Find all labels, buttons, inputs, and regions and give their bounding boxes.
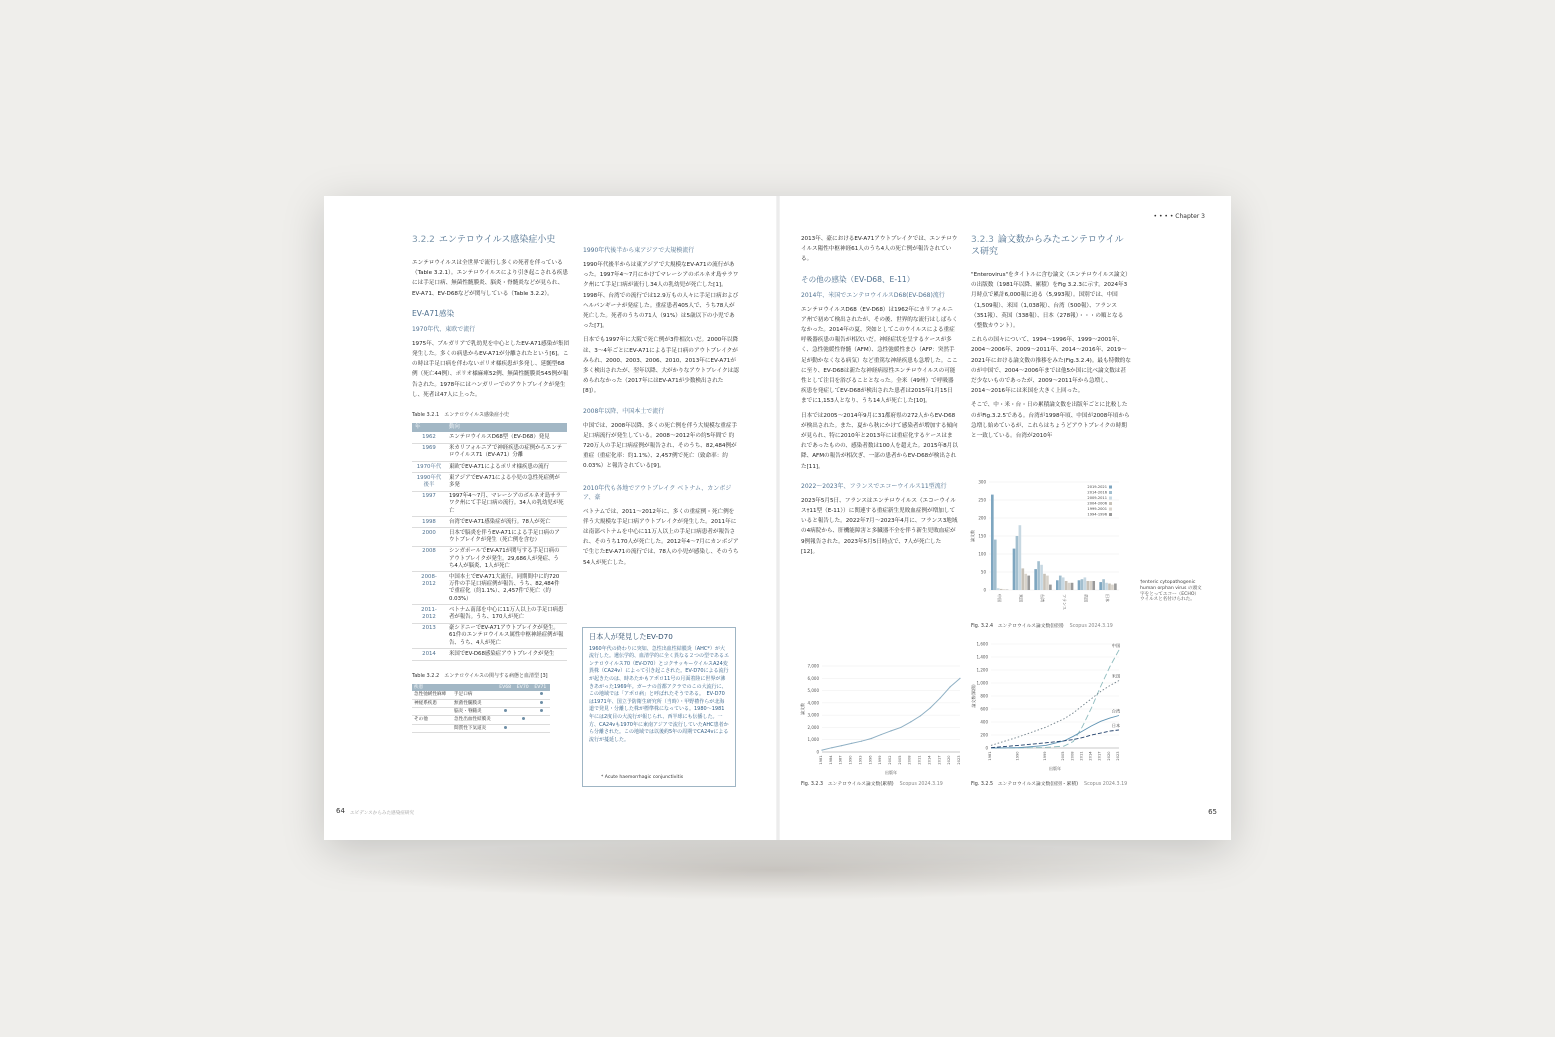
book-shadow — [330, 840, 1220, 900]
fig-country-cumulative-chart — [969, 638, 1131, 776]
table-row — [412, 491, 567, 517]
bar — [1024, 574, 1027, 590]
table-cell-year: 2014 — [412, 649, 446, 660]
y-tick-label: 400 — [980, 719, 988, 725]
para-echo11: 2023年5月5日、フランスはエンテロウイルス（エコーウイルス†11型（E-11））に関連する重症新生児敗血症例が増加していると報告した。2022年7月〜2023年4月に、フランス3地域の4病院から、肝機能障害と多臓器不全を伴う新生児敗血症が9例報告された。2023年5月5日時点で、7人が死亡した[12]。 — [801, 497, 958, 555]
category-label: 英国 — [1083, 594, 1089, 602]
para-papers-2: これらの国々について、1994〜1996年、1999〜2001年、2004〜2006年、2009〜2011年、2014〜2016年、2019〜2021年における論文数の推移をみた(Fig.3.2.4)。最も特徴的なのが中国で、2004〜2006年までは他5か国に比べ論文数は甚だ少ないものであったが、2009〜2011年から急増し、2014〜2016年には米国を大きく上回った。 — [971, 337, 1131, 395]
serotype-table-body — [412, 691, 550, 733]
series-label: 中国 — [1111, 642, 1121, 648]
y-tick-label: 1,600 — [976, 641, 988, 647]
fig4-caption — [971, 622, 1113, 629]
x-tick-label: 2014 — [1088, 751, 1093, 761]
category-label: 日本 — [1105, 594, 1111, 602]
bar — [1013, 549, 1016, 590]
table2-head-disease: 疾患 — [412, 684, 452, 691]
table-cell-event: 東欧でEV-A71によるポリオ様疾患の流行 — [446, 462, 567, 473]
fig3-caption-text: Fig. 3.2.3 エンテロウイルス論文数(累積) — [801, 782, 894, 787]
table-cell-group: 急性弛緩性麻痺 — [412, 691, 452, 699]
table2-caption: Table 3.2.2 エンテロウイルスの関与する病態と血清型 [3] — [412, 672, 548, 679]
section-title-323-text: 論文数からみたエンテロウイルス研究 — [971, 235, 1124, 257]
table-row — [412, 605, 567, 623]
right-column — [971, 234, 1131, 464]
table-cell-year: 1962 — [412, 432, 446, 443]
legend-label: 2019-2021 — [1087, 485, 1107, 490]
bar — [1003, 589, 1006, 590]
table1-head-trend: 動向 — [446, 423, 567, 432]
table-cell-ev70 — [515, 707, 533, 715]
y-axis-label: 論文数 — [970, 530, 975, 542]
x-tick-label: 1999 — [1042, 751, 1047, 761]
data-point — [959, 678, 960, 679]
y-tick-label: 0 — [983, 587, 986, 593]
x-tick-label: 1993 — [858, 755, 863, 765]
x-tick-label: 2023 — [1116, 751, 1120, 761]
bar — [991, 495, 994, 590]
table-cell-ev71 — [532, 724, 550, 732]
bar — [1019, 525, 1022, 590]
y-tick-label: 100 — [978, 551, 986, 557]
table-row — [412, 623, 567, 649]
table-row — [412, 649, 567, 660]
bar — [1046, 576, 1049, 590]
para-china: 中国では、2008年以降、多くの死亡例を伴う大規模な重症手足口病流行が発生している。2008〜2012年の約5年間で 約720万人の手足口病症例が報告され、そのうち、82,484例が重症（重症化率：約1.1%）、2,457例で死亡（致命率：約0.03%）と報告されている[9]。 — [583, 422, 738, 470]
x-axis-label: 出版年 — [885, 770, 897, 775]
intro-paragraph: エンテロウイルスは全世界で流行し多くの死者を伴っている（Table 3.2.1）。エンテロウイルスにより引き起こされる疾患には手足口病、無菌性髄膜炎、脳炎・脊髄炎などが見られ、EV-A71、EV-D68などが関与している（Table 3.2.2）。 — [412, 260, 568, 297]
section-title-322 — [412, 234, 570, 246]
y-tick-label: 1,200 — [976, 667, 988, 673]
table-cell-year: 2008-2012 — [412, 572, 446, 605]
sub-china: 2008年以降、中国本土で流行 — [583, 407, 665, 415]
para-australia: 2013年、豪におけるEV-A71アウトブレイクでは、エンテロウイルス陽性中枢神経61人のうち4人の死亡例が報告されている。 — [801, 236, 958, 263]
bar — [1049, 585, 1052, 590]
book-spread — [324, 196, 1231, 840]
fig-cumulative-papers-chart — [798, 658, 968, 778]
legend-label: 2009-2011 — [1087, 496, 1107, 501]
legend-swatch — [1109, 491, 1112, 494]
legend-swatch — [1109, 508, 1112, 511]
bar — [1081, 579, 1084, 590]
series-line — [991, 730, 1119, 748]
para-ev-d68: エンテロウイルスD68（EV-D68）は1962年にカリフォルニア州で初めて検出されたが、その後、世界的な流行はしばらくなかった。2014年の夏、突如としてこのウイルスによる重症呼吸器疾患の報告が相次いだ。神経症状を呈するケースが多く、急性弛緩性脊髄（AFM）、急性弛緩性まひ（AFP：突然手足が動かなくなる病気）など重篤な神経疾患も急増した。ここに至り、EV-D68は新たな神経病原性エンテロウイルスの可能性として注目を浴びることとなった。全米（49州）で呼吸器疾患を発症してEV-D68が検出された患者は2015年1月15日までに1,153人となり、うち14人が死亡した[10]。 — [801, 306, 958, 405]
bar — [1102, 579, 1105, 590]
bar — [1105, 583, 1108, 590]
bar — [1056, 580, 1059, 590]
bar — [1037, 561, 1040, 590]
x-tick-label: 1981 — [988, 751, 992, 761]
table-cell-event: シンガポールでEV-A71が関与する手足口病のアウトブレイクが発生。29,686人が発症、うち4人が脳炎、1人が死亡 — [446, 546, 567, 572]
ev71-subtitle: 1970年代、東欧で流行 — [412, 325, 476, 333]
bar — [1043, 574, 1046, 590]
data-point — [930, 707, 931, 708]
y-tick-label: 600 — [980, 706, 988, 712]
table-cell-group: その他 — [412, 716, 452, 724]
bar — [994, 540, 997, 590]
table-cell-event: 豪シドニーでEV-A71アウトブレイクが発生。61件のエンテロウイルス属性中枢神経症例が報告、うち、4人が死亡 — [446, 623, 567, 649]
table-cell-ev70 — [515, 691, 533, 699]
table2-head-ev71: EV71 — [532, 684, 550, 691]
table1-caption: Table 3.2.1 エンテロウイルス感染症小史 — [412, 412, 509, 419]
data-point — [950, 686, 951, 687]
bar — [1108, 584, 1111, 590]
data-point — [831, 747, 832, 748]
bar — [1027, 576, 1030, 590]
box-title: 日本人が発見したEV-D70 — [589, 632, 673, 641]
x-tick-label: 1987 — [838, 755, 843, 765]
legend-label: 1999-2001 — [1087, 507, 1107, 512]
x-tick-label: 2011 — [917, 755, 922, 765]
table-cell-disease: 手足口病 — [452, 691, 497, 699]
table-cell-year: 2000 — [412, 528, 446, 546]
table2-head-ev68: EV68 — [497, 684, 515, 691]
table-row — [412, 707, 550, 715]
table-cell-ev70 — [515, 716, 533, 724]
history-table — [412, 423, 567, 660]
table-cell-year: 2013 — [412, 623, 446, 649]
table-row — [412, 546, 567, 572]
bar — [1071, 583, 1074, 590]
legend-swatch — [1109, 497, 1112, 500]
x-tick-label: 2020 — [947, 755, 952, 765]
para-japan-d68: 日本では2005〜2014年9月に31都府県の272人からEV-D68が検出された。また、夏から秋にかけて感染者が増加する傾向が見られ、特に2010年と2013年には重症化するケースはまれであったものの、感染者数は100人を超えた。2015年8月以降、AFMの報告が相次ぎ、一部の患者からEV-D68が検出された[11]。 — [801, 412, 958, 470]
bar — [1065, 581, 1068, 590]
para-1990s: 1990年代後半からは東アジアで大規模なEV-A71の流行があった。1997年4〜7月にかけてマレーシアのボルネオ島サラワク州にて手足口病が流行し34人の乳幼児が死亡した[1]。1998年、台湾での流行では12.9万もの人々に手足口病およびヘルパンギーナが発症した。重症患者405人で、うち78人が死亡した。死者のうちの71人（91%）は5歳以下の小児であった[7]。 — [583, 262, 739, 330]
bar — [1059, 576, 1062, 590]
series-label: 台湾 — [1111, 708, 1121, 714]
table-cell-year: 2011-2012 — [412, 605, 446, 623]
series-label: 日本 — [1111, 722, 1121, 728]
y-tick-label: 50 — [980, 569, 986, 575]
bar — [1111, 585, 1114, 590]
table-cell-year: 2008 — [412, 546, 446, 572]
table-row — [412, 691, 550, 699]
table-cell-ev71 — [532, 716, 550, 724]
table-cell-disease: 脳炎・脊髄炎 — [452, 707, 497, 715]
table-cell-ev68 — [497, 699, 515, 707]
y-tick-label: 200 — [978, 515, 986, 521]
bar — [1016, 536, 1019, 590]
table-cell-year: 1969 — [412, 443, 446, 461]
table-row — [412, 432, 567, 443]
bar — [1092, 581, 1095, 590]
table-row — [412, 443, 567, 461]
x-tick-label: 1990 — [1015, 751, 1020, 761]
running-footer: エビデンスからみた感染症研究 — [350, 811, 415, 816]
table-row — [412, 716, 550, 724]
category-label: 中国 — [996, 594, 1002, 602]
table-row — [412, 528, 567, 546]
mid-right-column — [801, 234, 958, 639]
table2-head-blank — [452, 684, 497, 691]
table-cell-disease: 急性出血性結膜炎 — [452, 716, 497, 724]
serotype-table — [412, 684, 550, 733]
y-tick-label: 1,000 — [976, 680, 988, 686]
category-label: 台湾 — [1040, 594, 1046, 602]
x-tick-label: 1996 — [868, 755, 873, 765]
y-tick-label: 4,000 — [807, 700, 819, 706]
chapter-header: • • • • Chapter 3 — [1153, 213, 1205, 220]
table-cell-ev68 — [497, 724, 515, 732]
book-gutter — [776, 196, 780, 840]
fig3-caption — [801, 780, 943, 787]
y-tick-label: 7,000 — [807, 663, 819, 669]
x-tick-label: 2017 — [937, 755, 942, 765]
y-tick-label: 3,000 — [807, 712, 819, 718]
table-row — [412, 473, 567, 491]
section-number-323: 3.2.3 — [971, 235, 994, 245]
data-point — [871, 738, 872, 739]
x-tick-label: 1981 — [819, 755, 823, 765]
table-cell-year: 1997 — [412, 491, 446, 517]
fig5-caption-text: Fig. 3.2.5 エンテロウイルス論文数(国別・累積) — [971, 782, 1079, 787]
left-column — [412, 234, 570, 794]
table-row — [412, 724, 550, 732]
table-cell-year: 1998 — [412, 517, 446, 528]
bar — [1034, 569, 1037, 590]
marker-dot — [504, 709, 507, 712]
table-cell-ev71 — [532, 707, 550, 715]
data-point — [821, 750, 822, 751]
y-tick-label: 5,000 — [807, 688, 819, 694]
table-cell-group: 神経系疾患 — [412, 699, 452, 707]
bar — [1087, 581, 1090, 590]
table-row — [412, 572, 567, 605]
y-axis-label: 論文数 — [800, 703, 805, 715]
bar — [1114, 584, 1117, 590]
y-tick-label: 300 — [978, 479, 986, 485]
y-tick-label: 150 — [978, 533, 986, 539]
x-tick-label: 2017 — [1097, 751, 1102, 761]
table-cell-group — [412, 724, 452, 732]
data-point — [841, 745, 842, 746]
table-cell-event: 米カリフォルニアで神経疾患の症例からエンテロウイルス71（EV-A71）分離 — [446, 443, 567, 461]
marker-dot — [540, 701, 543, 704]
table-cell-event: 日本で脳炎を伴うEV-A71による手足口病のアウトブレイクが発生（死亡例を含む） — [446, 528, 567, 546]
marker-dot — [540, 692, 543, 695]
table-cell-ev71 — [532, 691, 550, 699]
y-tick-label: 0 — [985, 745, 988, 751]
section-title-323 — [971, 234, 1131, 258]
table-row — [412, 517, 567, 528]
x-tick-label: 2008 — [1070, 751, 1075, 761]
category-label: 米国 — [1018, 594, 1024, 602]
series-line — [991, 681, 1119, 746]
other-infections-title: その他の感染（EV-D68、E-11） — [801, 274, 915, 284]
table-cell-event: 中国本土でEV-A71大流行。同期間中に約720万件の手足口病症例が報告、うち、82,484件で重症化（約1.1%）、2,457件で死亡（約0.03%） — [446, 572, 567, 605]
table-cell-group — [412, 707, 452, 715]
table-cell-ev70 — [515, 699, 533, 707]
section-number: 3.2.2 — [412, 235, 435, 245]
data-point — [851, 743, 852, 744]
table-cell-event: 台湾でEV-A71感染症が流行。78人が死亡 — [446, 517, 567, 528]
sub-echo11: 2022〜2023年、フランスでエコーウイルス11型流行 — [801, 482, 947, 490]
fig-country-papers-chart — [969, 476, 1131, 616]
bar — [1022, 568, 1025, 590]
para-papers-1: "Enterovirus"をタイトルに含む論文（エンテロウイルス論文）の出版数（1981年以降、累積）をFig 3.2.3に示す。2024年3月時点で累計6,000報に迫る（5,993報）。国別では、中国（1,509報）、米国（1,038報）、台湾（500報）、フランス（351報）、英国（338報）、日本（278報）・・・の順となる（整数カウント）。 — [971, 272, 1131, 330]
bar — [1040, 565, 1043, 590]
fig4-caption-text: Fig. 3.2.4 エンテロウイルス論文数(国別) — [971, 624, 1064, 629]
data-point — [890, 730, 891, 731]
table-cell-event: 東アジアでEV-A71による小児の急性死症例が多発 — [446, 473, 567, 491]
section-title-text: エンテロウイルス感染症小史 — [438, 235, 556, 245]
table-cell-event: 米国でEV-D68感染症アウトブレイクが発生 — [446, 649, 567, 660]
y-tick-label: 800 — [980, 693, 988, 699]
para-japan: 日本でも1997年に大阪で死亡例が3件相次いだ。2000年以降は、3〜4年ごとにEV-A71による手足口病のアウトブレイクがみられ、2000、2003、2006、2010、2013年にEV-A71が多く検出されたが、翌年以降、大がかりなアウトブレイクは認められなかった（2017年にはEV-A71が少数検出された[8]）。 — [583, 337, 739, 395]
x-tick-label: 2014 — [927, 755, 932, 765]
table-cell-event: ベトナム南部を中心に11万人以上の手足口病患者が報告。うち、170人が死亡 — [446, 605, 567, 623]
table-cell-ev71 — [532, 699, 550, 707]
table-cell-ev68 — [497, 716, 515, 724]
table-cell-ev68 — [497, 691, 515, 699]
data-point — [920, 715, 921, 716]
legend-label: 2014-2016 — [1087, 490, 1107, 495]
fig4-source: Scopus 2024.3.19 — [1069, 624, 1113, 629]
box-footnote: * Acute haemorrhagic conjunctivitis — [601, 775, 684, 781]
bar — [997, 588, 1000, 590]
y-tick-label: 1,400 — [976, 654, 988, 660]
series-line — [991, 716, 1119, 749]
fig5-source: Scopus 2024.3.19 — [1084, 782, 1128, 787]
y-tick-label: 250 — [978, 497, 986, 503]
bar — [1078, 580, 1081, 590]
data-point — [940, 697, 941, 698]
bar — [1099, 582, 1102, 590]
x-tick-label: 1984 — [828, 755, 833, 765]
sub-1990s: 1990年代後半から東アジアで大規模流行 — [583, 247, 695, 254]
ev71-title: EV-A71感染 — [412, 308, 455, 318]
bar — [1068, 583, 1071, 590]
table-cell-disease: 無菌性髄膜炎 — [452, 699, 497, 707]
x-tick-label: 1990 — [848, 755, 853, 765]
legend-label: 1994-1996 — [1087, 512, 1107, 517]
table-row — [412, 699, 550, 707]
mid-left-column — [583, 240, 739, 625]
para-2010s: ベトナムでは、2011〜2012年に、多くの重症例・死亡例を伴う大規模な手足口病アウトブレイクが発生した。2011年には南部ベトナムを中心に11万人以上の手足口病患者が報告され、そのうち170人が死亡した。2012年4〜7月にカンボジアで生じたEV-A71の流行では、78人の小児が感染し、そのうち54人が死亡した。 — [583, 508, 739, 566]
table-cell-disease: 間質性下気道炎 — [452, 724, 497, 732]
history-table-body — [412, 432, 567, 660]
category-label: フランス — [1061, 594, 1067, 610]
x-tick-label: 2002 — [888, 755, 892, 765]
page-number-right: 65 — [1208, 808, 1217, 816]
x-tick-label: 1999 — [878, 755, 883, 765]
data-point — [861, 741, 862, 742]
table-cell-year: 1990年代後半 — [412, 473, 446, 491]
y-tick-label: 1,000 — [807, 737, 819, 743]
y-tick-label: 0 — [816, 749, 819, 755]
series-line-cumulative — [822, 678, 960, 750]
table-cell-ev68 — [497, 707, 515, 715]
table-row — [412, 462, 567, 473]
data-point — [910, 721, 911, 722]
data-point — [900, 727, 901, 728]
marker-dot — [504, 726, 507, 729]
page-number-left: 64 — [336, 807, 345, 815]
x-tick-label: 2008 — [907, 755, 912, 765]
bar — [1089, 581, 1092, 590]
ev-d70-sidebar-box — [582, 627, 736, 787]
echo-side-note: †enteric cytopathogenic human orphan virus の頭文字をとってエコー（ECHO）ウイルスと名付けられた。 — [1140, 580, 1202, 603]
x-tick-label: 2023 — [957, 755, 961, 765]
x-tick-label: 2011 — [1079, 751, 1084, 761]
para-papers-3: そこで、中・米・台・日の累積論文数を出版年ごとに比較したのがFig.3.2.5である。台湾が1998年頃、中国が2008年頃から急増し始めているが、これらはちょうどアウトブレイクの時期と一致している。台湾が2010年 — [971, 402, 1130, 440]
y-axis-label: 論文数(累積) — [971, 684, 976, 708]
table-cell-event: エンテロウイルスD68型（EV-D68）発見 — [446, 432, 567, 443]
sub-ev-d68: 2014年、米国でエンテロウイルスD68(EV-D68)流行 — [801, 291, 945, 299]
marker-dot — [522, 717, 525, 720]
y-tick-label: 6,000 — [807, 675, 819, 681]
table-cell-year: 1970年代 — [412, 462, 446, 473]
legend-label: 2004-2006 — [1087, 501, 1107, 506]
table2-head-ev70: EV70 — [515, 684, 533, 691]
x-tick-label: 2005 — [1061, 751, 1066, 761]
bar — [1084, 577, 1087, 590]
table-cell-ev70 — [515, 724, 533, 732]
x-tick-label: 2005 — [897, 755, 902, 765]
legend-swatch — [1109, 486, 1112, 489]
fig5-caption — [971, 780, 1127, 787]
sub-2010s: 2010年代も各地でアウトブレイク ベトナム、カンボジア、豪 — [583, 484, 732, 501]
series-label: 米国 — [1111, 673, 1121, 679]
bar — [1000, 589, 1003, 590]
box-text: 1960年代の終わりに突如、急性出血性結膜炎（AHC*）が大流行した。遺伝学的、血清学的に全く異なる２つの型であるエンテロウイルス70（EV-D70）とコクサッキーウイルスA24変異株（CA24v）によって引き起こされた。EV-D70による流行が起きたのは、時あたかもアポロ11号の月面着陸に世界が沸きあがった1969年。ガーナの首都アクラでのこの大流行に、この地域では「アポロ病」と呼ばれたそうである。 EV-D70は1971年、国立予防衛生研究所（当時）・甲野禮作らが北海道で発見・分離した株が標準株になっている。1980〜1981年には2度目の大流行が報じられ、西半球にも伝播した。一方、CA24vも1970年に東南アジアで流行していたAHC患者から分離された。この地域では以後約5年の周期でCA24vによる流行が蔓延した。 — [589, 645, 730, 743]
table1-head-year: 年 — [412, 423, 446, 432]
legend-swatch — [1109, 513, 1112, 516]
marker-dot — [540, 709, 543, 712]
x-tick-label: 2020 — [1106, 751, 1111, 761]
x-axis-label: 出版年 — [1049, 766, 1061, 771]
y-tick-label: 200 — [980, 732, 988, 738]
ev71-paragraph: 1975年、ブルガリアで乳幼児を中心としたEV-A71感染が集団発生した。多くの病患からEV-A71が分離されたという[6]。この時は手足口病を伴わないポリオ様疾患が多発し、延髄型68例（死亡44例）、ポリオ様麻痺52例、無菌性髄膜炎545例が報告された。1978年にはハンガリーでのアウトブレイクが発生し、死者は47人に上った。 — [412, 340, 570, 398]
data-point — [881, 734, 882, 735]
fig3-source: Scopus 2024.3.19 — [899, 782, 943, 787]
y-tick-label: 2,000 — [807, 724, 819, 730]
table-cell-event: 1997年4〜7月、マレーシアのボルネオ島サラワク州にて手足口病の流行。34人の乳幼児が死亡 — [446, 491, 567, 517]
legend-swatch — [1109, 502, 1112, 505]
bar — [1062, 577, 1065, 590]
